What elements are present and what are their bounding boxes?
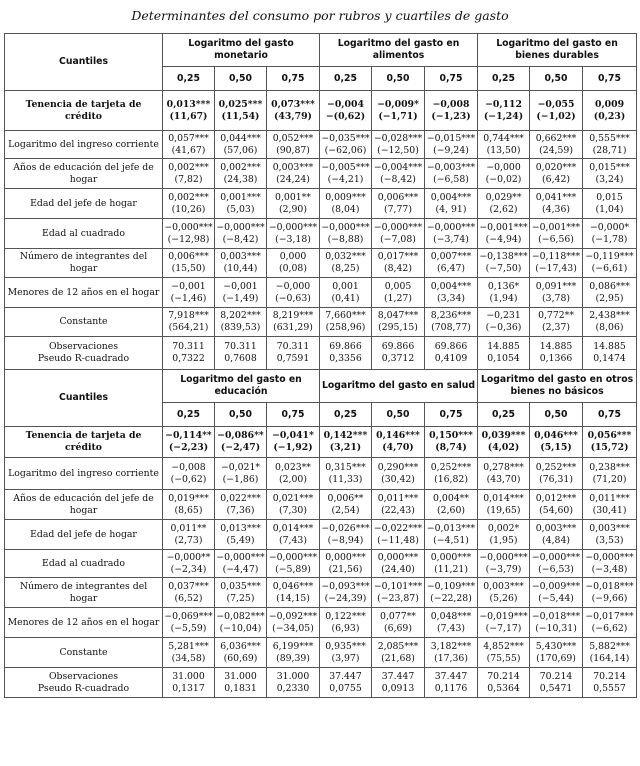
row-label: Observaciones Pseudo R-cuadrado (5, 668, 163, 698)
row-label: Número de integrantes del hogar (5, 249, 163, 278)
table-row (5, 219, 637, 249)
row-label: Edad del jefe de hogar (5, 520, 163, 550)
quantile-header: 0,50 (530, 403, 583, 427)
table-cell: 0,000 (0,08) (267, 249, 320, 278)
table-cell: 14.885 0,1054 (478, 337, 530, 370)
table-cell: 0,006*** (7,77) (372, 189, 425, 219)
table-cell: −0,013*** (−4,51) (425, 520, 478, 550)
table-cell: −0,009* (−1,71) (372, 91, 425, 131)
table-cell: −0,114** (−2,23) (163, 427, 215, 458)
table-cell: −0,082*** (−10,04) (215, 608, 267, 638)
group-header: Logaritmo del gasto en educación (163, 370, 320, 403)
table-cell: 0,073*** (43,79) (267, 91, 320, 131)
row-label: Número de integrantes del hogar (5, 578, 163, 608)
row-label: Constante (5, 308, 163, 337)
table-cell: 0,009 (0,23) (583, 91, 637, 131)
table-cell: 0,021*** (7,30) (267, 490, 320, 520)
table-cell: 0,048*** (7,43) (425, 608, 478, 638)
table-cell: 0,056*** (15,72) (583, 427, 637, 458)
row-label: Logaritmo del ingreso corriente (5, 458, 163, 490)
table-cell: 0,001 (0,41) (320, 278, 372, 308)
table-cell: 5,430*** (170,69) (530, 638, 583, 668)
table-cell: 0,032*** (8,25) (320, 249, 372, 278)
table-cell: −0,109*** (−22,28) (425, 578, 478, 608)
table-cell: 0,315*** (11,33) (320, 458, 372, 490)
table-cell: 0,003*** (24,24) (267, 159, 320, 189)
table-cell: 6,036*** (60,69) (215, 638, 267, 668)
table-row (5, 337, 637, 370)
table-cell: 14.885 0,1366 (530, 337, 583, 370)
table-cell: 0,150*** (8,74) (425, 427, 478, 458)
table-cell: 69.866 0,4109 (425, 337, 478, 370)
table-cell: 0,041*** (4,36) (530, 189, 583, 219)
table-cell: 31.000 0,1317 (163, 668, 215, 698)
table-cell: −0,000** (−2,34) (163, 550, 215, 578)
group-header: Logaritmo del gasto en alimentos (320, 34, 478, 67)
table-cell: 0,009*** (8,04) (320, 189, 372, 219)
table-cell: 0,020*** (6,42) (530, 159, 583, 189)
row-label: Tenencia de tarjeta de crédito (5, 91, 163, 131)
quantile-header: 0,50 (215, 67, 267, 91)
table-cell: 0,555*** (28,71) (583, 131, 637, 159)
table-cell: −0,000*** (−5,89) (267, 550, 320, 578)
table-cell: 0,091*** (3,78) (530, 278, 583, 308)
table-cell: 0,046*** (5,15) (530, 427, 583, 458)
table-row (5, 189, 637, 219)
table-cell: −0,118*** (−17,43) (530, 249, 583, 278)
table-cell: −0,018*** (−9,66) (583, 578, 637, 608)
table-row (5, 638, 637, 668)
table-cell: 37.447 0,0755 (320, 668, 372, 698)
table-cell: −0,001 (−1,49) (215, 278, 267, 308)
table-cell: 0,017*** (8,42) (372, 249, 425, 278)
quantile-header: 0,75 (425, 403, 478, 427)
table-cell: 8,219*** (631,29) (267, 308, 320, 337)
table-cell: 7,660*** (258,96) (320, 308, 372, 337)
table-cell: 4,852*** (75,55) (478, 638, 530, 668)
table-cell: −0,000*** (−8,88) (320, 219, 372, 249)
quantile-header: 0,25 (320, 403, 372, 427)
table-cell: −0,000*** (−3,18) (267, 219, 320, 249)
quantile-header: 0,75 (267, 67, 320, 91)
table-cell: −0,001*** (−4,94) (478, 219, 530, 249)
row-label: Logaritmo del ingreso corriente (5, 131, 163, 159)
table-cell: −0,004 −(0,62) (320, 91, 372, 131)
table-cell: 0,278*** (43,70) (478, 458, 530, 490)
quantile-header: 0,75 (425, 67, 478, 91)
table-title: Determinantes del consumo por rubros y cuartiles de gasto (131, 8, 509, 23)
table-cell: −0,231 (−0,36) (478, 308, 530, 337)
table-row (5, 131, 637, 159)
table-cell: 0,057*** (41,67) (163, 131, 215, 159)
row-label: Menores de 12 años en el hogar (5, 278, 163, 308)
table-cell: 2,438*** (8,06) (583, 308, 637, 337)
table-cell: −0,004*** (−8,42) (372, 159, 425, 189)
table-cell: −0,000*** (−12,98) (163, 219, 215, 249)
table-cell: −0,021* (−1,86) (215, 458, 267, 490)
quantile-header: 0,50 (372, 67, 425, 91)
table-cell: 31.000 0,2330 (267, 668, 320, 698)
table-row (5, 520, 637, 550)
table-cell: −0,112 (−1,24) (478, 91, 530, 131)
table-cell: −0,000*** (−3,74) (425, 219, 478, 249)
table-cell: 0,122*** (6,93) (320, 608, 372, 638)
table-cell: 70.311 0,7608 (215, 337, 267, 370)
table-cell: 37.447 0,0913 (372, 668, 425, 698)
table-row (5, 490, 637, 520)
table-cell: −0,000 (−0,63) (267, 278, 320, 308)
table-cell: 0,003*** (3,53) (583, 520, 637, 550)
group-header: Logaritmo del gasto en bienes durables (478, 34, 637, 67)
table-cell: 0,077** (6,69) (372, 608, 425, 638)
row-label: Años de educación del jefe de hogar (5, 490, 163, 520)
table-cell: 0,086*** (2,95) (583, 278, 637, 308)
table-cell: 0,002*** (7,82) (163, 159, 215, 189)
table-cell: −0,008 (−0,62) (163, 458, 215, 490)
table-cell: 0,002*** (10,26) (163, 189, 215, 219)
row-label: Observaciones Pseudo R-cuadrado (5, 337, 163, 370)
table-cell: 14.885 0,1474 (583, 337, 637, 370)
table-row (5, 578, 637, 608)
table-cell: −0,001 (−1,46) (163, 278, 215, 308)
regression-table (4, 33, 637, 698)
table-cell: 0,014*** (7,43) (267, 520, 320, 550)
table-cell: 0,015 (1,04) (583, 189, 637, 219)
table-cell: −0,035*** (−62,06) (320, 131, 372, 159)
table-cell: −0,138*** (−7,50) (478, 249, 530, 278)
table-cell: 0,004*** (4, 91) (425, 189, 478, 219)
quantile-header: 0,25 (163, 403, 215, 427)
table-cell: 0,136* (1,94) (478, 278, 530, 308)
table-cell: −0,005*** (−4,21) (320, 159, 372, 189)
table-cell: −0,018*** (−10,31) (530, 608, 583, 638)
table-cell: −0,028*** (−12,50) (372, 131, 425, 159)
table-cell: 0,290*** (30,42) (372, 458, 425, 490)
table-cell: 0,004*** (3,34) (425, 278, 478, 308)
table-row (5, 668, 637, 698)
table-cell: 0,052*** (90,87) (267, 131, 320, 159)
table-cell: −0,086** (−2,47) (215, 427, 267, 458)
table-row (5, 249, 637, 278)
table-cell: 8,236*** (708,77) (425, 308, 478, 337)
row-label: Edad del jefe de hogar (5, 189, 163, 219)
table-row (5, 427, 637, 458)
table-cell: 0,662*** (24,59) (530, 131, 583, 159)
table-cell: 0,002* (1,95) (478, 520, 530, 550)
table-row (5, 91, 637, 131)
table-cell: 0,037*** (6,52) (163, 578, 215, 608)
table-cell: −0,019*** (−7,17) (478, 608, 530, 638)
table-cell: 6,199*** (89,39) (267, 638, 320, 668)
group-header: Logaritmo del gasto monetario (163, 34, 320, 67)
table-cell: 0,772** (2,37) (530, 308, 583, 337)
table-cell: 0,252*** (76,31) (530, 458, 583, 490)
table-row (5, 608, 637, 638)
table-cell: 0,001** (2,90) (267, 189, 320, 219)
table-cell: 0,013*** (5,49) (215, 520, 267, 550)
table-cell: −0,041* (−1,92) (267, 427, 320, 458)
table-cell: 8,047*** (295,15) (372, 308, 425, 337)
table-cell: −0,001*** (−6,56) (530, 219, 583, 249)
table-cell: −0,000* (−1,78) (583, 219, 637, 249)
table-cell: 0,019*** (8,65) (163, 490, 215, 520)
group-header: Logaritmo del gasto en salud (320, 370, 478, 403)
table-cell: 0,935*** (3,97) (320, 638, 372, 668)
group-header: Logaritmo del gasto en otros bienes no básicos (478, 370, 637, 403)
table-cell: 3,182*** (17,36) (425, 638, 478, 668)
table-cell: 0,011*** (22,43) (372, 490, 425, 520)
table-cell: 0,013*** (11,67) (163, 91, 215, 131)
table-cell: 70.214 0,5364 (478, 668, 530, 698)
table-cell: −0,015*** (−9,24) (425, 131, 478, 159)
table-cell: 0,046*** (14,15) (267, 578, 320, 608)
quantile-header: 0,50 (530, 67, 583, 91)
table-cell: 0,238*** (71,20) (583, 458, 637, 490)
quantiles-header: Cuantiles (5, 34, 163, 91)
quantile-header: 0,75 (583, 67, 637, 91)
table-cell: −0,055 (−1,02) (530, 91, 583, 131)
table-cell: 0,003*** (4,84) (530, 520, 583, 550)
table-cell: 0,011*** (30,41) (583, 490, 637, 520)
table-cell: −0,009*** (−5,44) (530, 578, 583, 608)
table-cell: 0,252*** (16,82) (425, 458, 478, 490)
table-row (5, 159, 637, 189)
table-row (5, 308, 637, 337)
table-cell: 70.214 0,5557 (583, 668, 637, 698)
panel-header-row (5, 370, 637, 403)
table-cell: 5,882*** (164,14) (583, 638, 637, 668)
table-cell: 0,000*** (24,40) (372, 550, 425, 578)
table-cell: 0,000*** (11,21) (425, 550, 478, 578)
quantile-header: 0,75 (583, 403, 637, 427)
row-label: Edad al cuadrado (5, 219, 163, 249)
table-cell: 0,005 (1,27) (372, 278, 425, 308)
table-cell: 0,012*** (54,60) (530, 490, 583, 520)
table-row (5, 458, 637, 490)
table-cell: 37.447 0,1176 (425, 668, 478, 698)
table-cell: −0,017*** (−6,62) (583, 608, 637, 638)
table-cell: −0,069*** (−5,59) (163, 608, 215, 638)
quantile-header: 0,50 (215, 403, 267, 427)
table-cell: 0,015*** (3,24) (583, 159, 637, 189)
table-row (5, 550, 637, 578)
table-cell: 0,044*** (57,06) (215, 131, 267, 159)
table-cell: 0,023** (2,00) (267, 458, 320, 490)
table-cell: 0,007*** (6,47) (425, 249, 478, 278)
table-cell: 0,003*** (5,26) (478, 578, 530, 608)
table-cell: −0,000 (−0,02) (478, 159, 530, 189)
table-cell: 0,003*** (10,44) (215, 249, 267, 278)
table-cell: −0,000*** (−3,48) (583, 550, 637, 578)
table-cell: 70.214 0,5471 (530, 668, 583, 698)
table-cell: −0,008 (−1,23) (425, 91, 478, 131)
panel-header-row (5, 34, 637, 67)
table-cell: −0,000*** (−8,42) (215, 219, 267, 249)
table-cell: −0,000*** (−7,08) (372, 219, 425, 249)
quantile-header: 0,25 (320, 67, 372, 91)
table-cell: 5,281*** (34,58) (163, 638, 215, 668)
quantile-header: 0,75 (267, 403, 320, 427)
table-cell: 7,918*** (564,21) (163, 308, 215, 337)
table-cell: 0,035*** (7,25) (215, 578, 267, 608)
quantile-header: 0,25 (478, 403, 530, 427)
row-label: Edad al cuadrado (5, 550, 163, 578)
table-cell: 8,202*** (839,53) (215, 308, 267, 337)
table-cell: −0,000*** (−6,53) (530, 550, 583, 578)
table-cell: −0,026*** (−8,94) (320, 520, 372, 550)
table-cell: 0,002*** (24,38) (215, 159, 267, 189)
table-cell: 0,039*** (4,02) (478, 427, 530, 458)
row-label: Años de educación del jefe de hogar (5, 159, 163, 189)
table-cell: 31.000 0,1831 (215, 668, 267, 698)
table-cell: −0,093*** (−24,39) (320, 578, 372, 608)
table-cell: 0,001*** (5,03) (215, 189, 267, 219)
table-cell: 0,006** (2,54) (320, 490, 372, 520)
quantile-header: 0,25 (478, 67, 530, 91)
quantiles-header: Cuantiles (5, 370, 163, 427)
quantile-header: 0,25 (163, 67, 215, 91)
table-cell: 0,004** (2,60) (425, 490, 478, 520)
row-label: Tenencia de tarjeta de crédito (5, 427, 163, 458)
table-cell: −0,119*** (−6,61) (583, 249, 637, 278)
table-cell: 0,022*** (7,36) (215, 490, 267, 520)
table-cell: 2,085*** (21,68) (372, 638, 425, 668)
table-cell: 0,011** (2,73) (163, 520, 215, 550)
table-cell: 69.866 0,3712 (372, 337, 425, 370)
row-label: Constante (5, 638, 163, 668)
table-cell: 70.311 0,7591 (267, 337, 320, 370)
table-cell: −0,022*** (−11,48) (372, 520, 425, 550)
table-cell: −0,000*** (−3,79) (478, 550, 530, 578)
row-label: Menores de 12 años en el hogar (5, 608, 163, 638)
table-cell: 0,142*** (3,21) (320, 427, 372, 458)
table-cell: −0,000*** (−4,47) (215, 550, 267, 578)
table-cell: 0,744*** (13,50) (478, 131, 530, 159)
table-cell: −0,092*** (−34,05) (267, 608, 320, 638)
table-cell: 0,029** (2,62) (478, 189, 530, 219)
table-cell: 70.311 0,7322 (163, 337, 215, 370)
table-cell: 0,014*** (19,65) (478, 490, 530, 520)
table-cell: 69.866 0,3356 (320, 337, 372, 370)
table-cell: −0,101*** (−23,87) (372, 578, 425, 608)
table-cell: −0,003*** (−6,58) (425, 159, 478, 189)
table-row (5, 278, 637, 308)
table-cell: 0,000*** (21,56) (320, 550, 372, 578)
table-cell: 0,025*** (11,54) (215, 91, 267, 131)
table-cell: 0,146*** (4,70) (372, 427, 425, 458)
table-cell: 0,006*** (15,50) (163, 249, 215, 278)
quantile-header: 0,50 (372, 403, 425, 427)
